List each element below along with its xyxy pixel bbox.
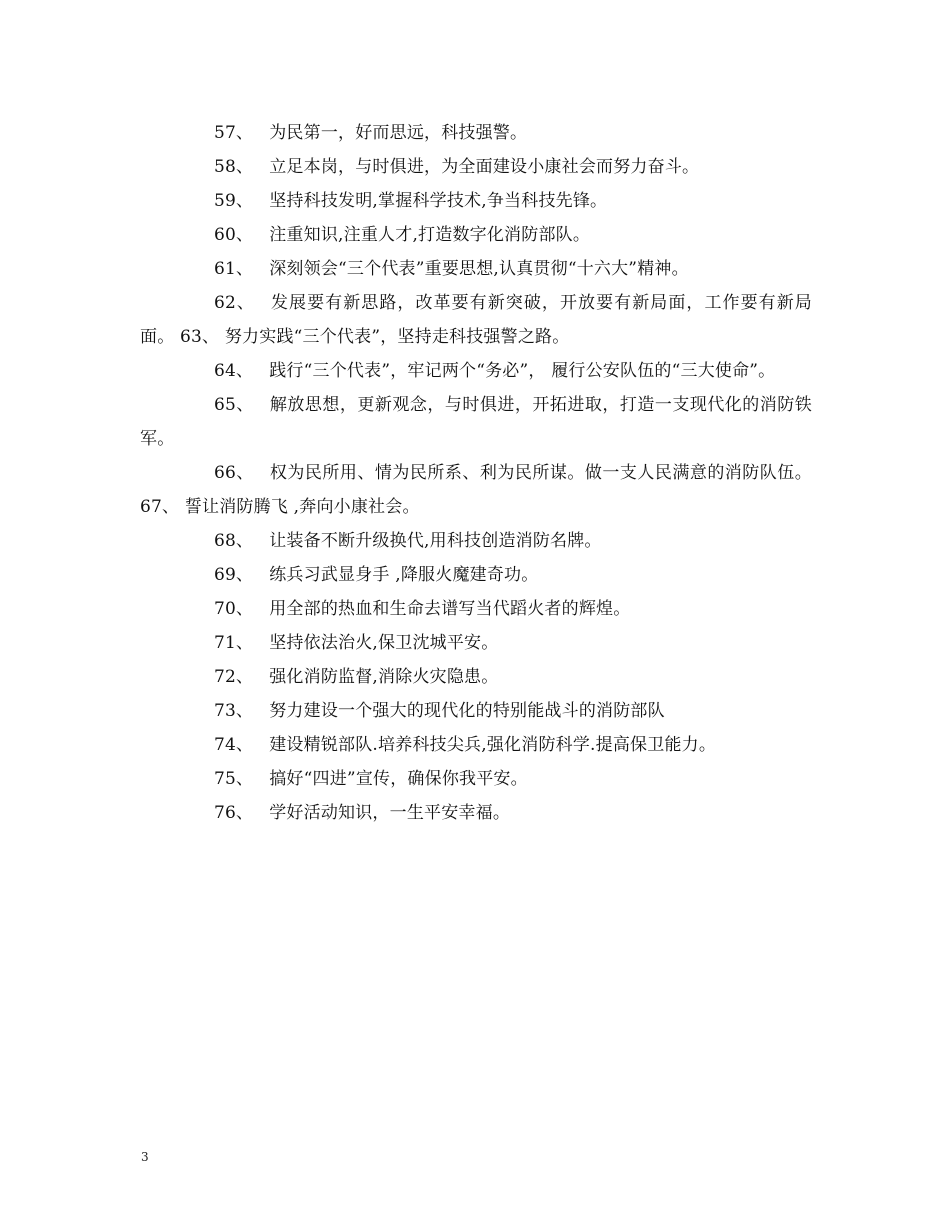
item-number: 58、 xyxy=(214,157,254,177)
item-text: 解放思想，更新观念，与时俱进，开拓进取，打造一支现代化的消防铁军。 xyxy=(140,395,813,449)
list-item xyxy=(140,184,812,218)
list-item xyxy=(140,116,812,150)
page-number: 3 xyxy=(141,1150,149,1164)
item-text: 学好活动知识，一生平安幸福。 xyxy=(269,803,511,823)
list-item xyxy=(140,252,812,286)
list-item xyxy=(140,456,812,524)
item-number: 68、 xyxy=(214,531,254,551)
list-item xyxy=(140,660,812,694)
list-item xyxy=(140,218,812,252)
item-text: 坚持依法治火,保卫沈城平安。 xyxy=(269,633,499,653)
item-text: 注重知识,注重人才,打造数字化消防部队。 xyxy=(269,225,591,245)
item-text: 让装备不断升级换代,用科技创造消防名牌。 xyxy=(269,531,602,551)
item-number: 73、 xyxy=(214,701,254,721)
item-text: 权为民所用、情为民所系、利为民所谋。做一支人民满意的消防队伍。 67、 誓让消防腾飞 ,奔向小康社会。 xyxy=(140,463,813,517)
item-number: 59、 xyxy=(214,191,254,211)
list-item xyxy=(140,592,812,626)
item-number: 72、 xyxy=(214,667,254,687)
item-text: 建设精锐部队.培养科技尖兵,强化消防科学.提高保卫能力。 xyxy=(269,735,717,755)
list-item xyxy=(140,626,812,660)
item-text: 搞好“四进”宣传，确保你我平安。 xyxy=(269,769,528,789)
item-number: 61、 xyxy=(214,259,254,279)
item-number: 65、 xyxy=(214,395,254,415)
item-text: 立足本岗，与时俱进，为全面建设小康社会而努力奋斗。 xyxy=(269,157,700,177)
item-number: 75、 xyxy=(214,769,254,789)
item-text: 践行“三个代表”，牢记两个“务必”， 履行公安队伍的“三大使命”。 xyxy=(269,361,776,381)
item-text: 练兵习武显身手 ,降服火魔建奇功。 xyxy=(269,565,539,585)
list-item xyxy=(140,762,812,796)
list-item xyxy=(140,694,812,728)
item-number: 57、 xyxy=(214,123,254,143)
item-number: 71、 xyxy=(214,633,254,653)
item-text: 用全部的热血和生命去谱写当代蹈火者的辉煌。 xyxy=(269,599,631,619)
item-text: 强化消防监督,消除火灾隐患。 xyxy=(269,667,499,687)
list-item xyxy=(140,286,812,354)
item-number: 60、 xyxy=(214,225,254,245)
item-number: 66、 xyxy=(214,463,254,483)
item-number: 70、 xyxy=(214,599,254,619)
item-text: 为民第一，好而思远，科技强警。 xyxy=(269,123,528,143)
slogan-list xyxy=(140,116,812,830)
item-number: 74、 xyxy=(214,735,254,755)
item-number: 62、 xyxy=(214,293,255,313)
item-text: 坚持科技发明,掌握科学技术,争当科技先锋。 xyxy=(269,191,608,211)
item-text: 努力建设一个强大的现代化的特别能战斗的消防部队 xyxy=(269,701,665,721)
item-text: 深刻领会“三个代表”重要思想,认真贯彻“十六大”精神。 xyxy=(269,259,689,279)
item-number: 69、 xyxy=(214,565,254,585)
list-item xyxy=(140,728,812,762)
list-item xyxy=(140,558,812,592)
item-text: 发展要有新思路，改革要有新突破，开放要有新局面，工作要有新局面。 63、 努力实践“三个代表”，坚持走科技强警之路。 xyxy=(140,293,813,347)
list-item xyxy=(140,388,812,456)
list-item xyxy=(140,354,812,388)
list-item xyxy=(140,524,812,558)
item-number: 76、 xyxy=(214,803,254,823)
item-number: 64、 xyxy=(214,361,254,381)
list-item xyxy=(140,150,812,184)
list-item xyxy=(140,796,812,830)
